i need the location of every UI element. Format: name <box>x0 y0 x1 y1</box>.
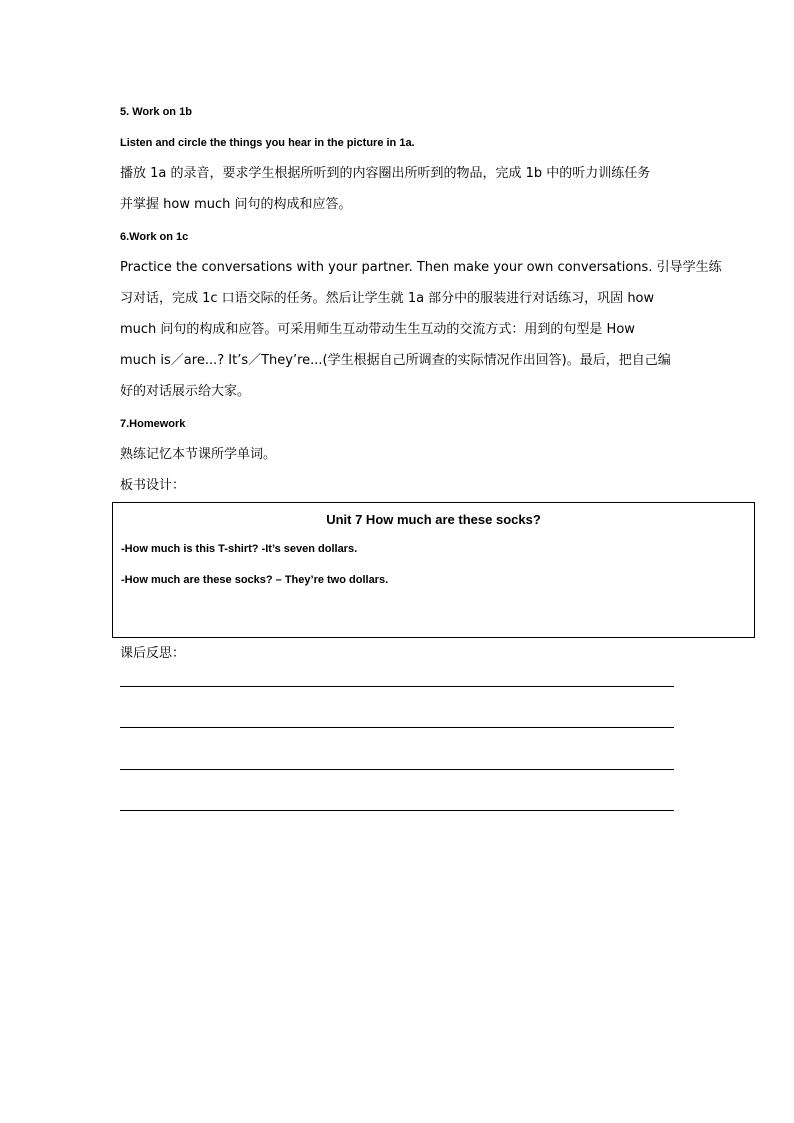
section-6-line-3: much 问句的构成和应答。可采用师生互动带动生生互动的交流方式：用到的句型是 How <box>120 322 635 337</box>
section-5-chinese-line-2: 并掌握 how much 问句的构成和应答。 <box>120 197 352 212</box>
section-5-heading: 5. Work on 1b <box>120 106 192 118</box>
board-design-label: 板书设计： <box>120 478 186 493</box>
board-line-1: -How much is this T-shirt? -It’s seven dollars. <box>121 543 358 555</box>
reflection-rule-3 <box>120 769 674 770</box>
reflection-rule-2 <box>120 727 674 728</box>
section-5-english: Listen and circle the things you hear in the picture in 1a. <box>120 137 415 149</box>
section-6-line-2: 习对话，完成 1c 口语交际的任务。然后让学生就 1a 部分中的服装进行对话练习，巩固 how <box>120 291 655 306</box>
section-6-line-1: Practice the conversations with your partner. Then make your own conversations. 引导学生练 <box>120 260 722 275</box>
section-6-line-5: 好的对话展示给大家。 <box>120 384 251 399</box>
section-7-heading: 7.Homework <box>120 418 186 430</box>
section-6-line-4: much is／are...? It’s／They’re...(学生根据自己所调查的实际情况作出回答)。最后，把自己编 <box>120 353 671 368</box>
reflection-rule-1 <box>120 686 674 687</box>
section-7-chinese: 熟练记忆本节课所学单词。 <box>120 447 277 462</box>
reflection-rule-4 <box>120 810 674 811</box>
section-5-chinese-line-1: 播放 1a 的录音，要求学生根据所听到的内容圈出所听到的物品，完成 1b 中的听力训练任务 <box>120 166 651 181</box>
section-6-heading: 6.Work on 1c <box>120 231 189 243</box>
board-line-2: -How much are these socks? – They’re two dollars. <box>121 574 389 586</box>
reflection-label: 课后反思： <box>120 646 186 661</box>
board-design-box <box>112 502 755 638</box>
board-title: Unit 7 How much are these socks? <box>326 512 541 527</box>
